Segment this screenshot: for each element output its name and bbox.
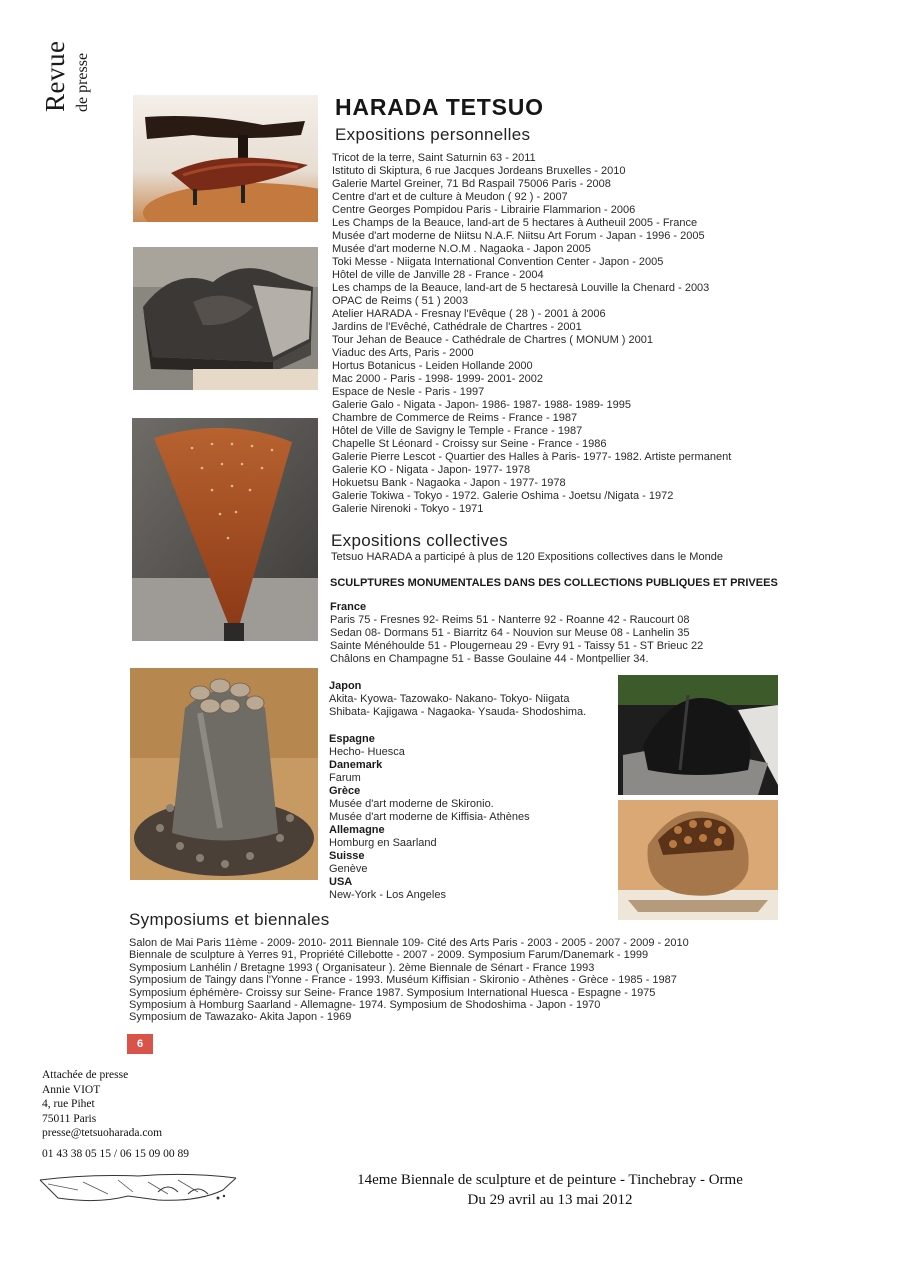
france-line: Sainte Ménéhoulde 51 - Plougerneau 29 - Evry 91 - Taissy 51 - ST Brieuc 22 [330, 640, 704, 652]
symposiums-list [129, 937, 689, 1024]
expo-perso-item: Galerie KO - Nigata - Japon- 1977- 1978 [332, 464, 531, 476]
grece-label: Grèce [329, 785, 361, 797]
expo-perso-item: Centre d'art et de culture à Meudon ( 92 ) - 2007 [332, 191, 568, 203]
expo-coll-heading: Expositions collectives [331, 531, 508, 550]
expo-perso-item: Galerie Pierre Lescot - Quartier des Halles à Paris- 1977- 1982. Artiste permanent [332, 451, 732, 463]
espagne-label: Espagne [329, 733, 375, 745]
countries-block [329, 733, 530, 902]
suisse-label: Suisse [329, 850, 365, 862]
japon-label: Japon [329, 680, 362, 692]
expo-perso-item: Atelier HARADA - Fresnay l'Evêque ( 28 ) - 2001 à 2006 [332, 308, 606, 320]
france-line: Sedan 08- Dormans 51 - Biarritz 64 - Nouvion sur Meuse 08 - Lanhelin 35 [330, 627, 690, 639]
expo-perso-item: Galerie Nirenoki - Tokyo - 1971 [332, 503, 484, 515]
expo-perso-item: Tricot de la terre, Saint Saturnin 63 - 2011 [332, 152, 536, 164]
expo-perso-item: Centre Georges Pompidou Paris - Librairie Flammarion - 2006 [332, 204, 636, 216]
expo-perso-list [332, 152, 731, 516]
symposium-line: Salon de Mai Paris 11ème - 2009- 2010- 2011 Biennale 109- Cité des Arts Paris - 2003 - 2005 - 2007 - 2009 - 2010 [129, 937, 689, 949]
de-presse-text: de presse [74, 52, 91, 112]
page-number: 6 [127, 1034, 153, 1054]
expo-perso-item: Chambre de Commerce de Reims - France - 1987 [332, 412, 578, 424]
france-label: France [330, 601, 367, 613]
danemark-line: Farum [329, 772, 361, 784]
espagne-line: Hecho- Huesca [329, 746, 405, 758]
grece-line: Musée d'art moderne de Skironio. [329, 798, 494, 810]
expo-perso-item: Musée d'art moderne de Niitsu N.A.F. Niitsu Art Forum - Japan - 1996 - 2005 [332, 230, 705, 242]
contact-line: Annie VIOT [42, 1083, 101, 1096]
expo-perso-item: Chapelle St Léonard - Croissy sur Seine - France - 1986 [332, 438, 607, 450]
photo-wood-cushion-sculpture [618, 800, 778, 920]
expo-perso-item: Tour Jehan de Beauce - Cathédrale de Chartres ( MONUM ) 2001 [332, 334, 653, 346]
expo-perso-heading: Expositions personnelles [335, 125, 531, 144]
expo-perso-item: Galerie Martel Greiner, 71 Bd Raspail 75006 Paris - 2008 [332, 178, 611, 190]
france-line: Châlons en Champagne 51 - Basse Goulaine 44 - Montpellier 34. [330, 653, 649, 665]
contact-line: 4, rue Pihet [42, 1098, 95, 1110]
photo-wood-sculpture [133, 95, 318, 222]
event-footer [300, 1170, 800, 1210]
monumental-heading: SCULPTURES MONUMENTALES DANS DES COLLECTIONS PUBLIQUES ET PRIVEES [330, 577, 778, 589]
symposium-line: Symposium à Homburg Saarland - Allemagne- 1974. Symposium de Shodoshima - Japon - 1970 [129, 999, 601, 1012]
symposium-line: Symposium éphémère- Croissy sur Seine- France 1987. Symposium International Huesca - Espagne - 1975 [129, 986, 656, 999]
landscape-sketch-logo [38, 1168, 238, 1213]
grece-line: Musée d'art moderne de Kiffisia- Athènes [329, 811, 530, 823]
expo-perso-item: OPAC de Reims ( 51 ) 2003 [332, 295, 469, 307]
contact-email[interactable]: presse@tetsuoharada.com [42, 1127, 163, 1139]
japon-line: Akita- Kyowa- Tazowako- Nakano- Tokyo- Niigata [329, 693, 570, 705]
expo-perso-item: Istituto di Skiptura, 6 rue Jacques Jordeans Bruxelles - 2010 [332, 165, 626, 177]
usa-line: New-York - Los Angeles [329, 889, 446, 901]
danemark-label: Danemark [329, 759, 383, 771]
usa-label: USA [329, 876, 353, 888]
photo-pebble-sculpture [130, 668, 318, 880]
symposium-line: Symposium Lanhélin / Bretagne 1993 ( Organisateur ). 2ème Biennale de Sénart - France 1993 [129, 961, 595, 974]
contact-line: Attachée de presse [42, 1069, 129, 1081]
footer-event-dates: Du 29 avril au 13 mai 2012 [467, 1192, 633, 1208]
suisse-line: Genève [329, 863, 368, 875]
photo-fan-sculpture [132, 418, 318, 641]
expo-perso-item: Hôtel de Ville de Savigny le Temple - France - 1987 [332, 425, 583, 437]
photo-black-stone-sculpture [618, 675, 778, 795]
symposium-line: Symposium de Tawazako- Akita Japon - 1969 [129, 1011, 352, 1024]
expo-perso-item: Hortus Botanicus - Leiden Hollande 2000 [332, 360, 533, 372]
contact-line: 75011 Paris [42, 1112, 97, 1125]
expo-perso-item: Galerie Tokiwa - Tokyo - 1972. Galerie Oshima - Joetsu /Nigata - 1972 [332, 490, 674, 502]
contact-phone: 01 43 38 05 15 / 06 15 09 00 89 [42, 1148, 189, 1160]
expo-perso-item: Espace de Nesle - Paris - 1997 [332, 386, 485, 398]
expo-perso-item: Galerie Galo - Nigata - Japon- 1986- 1987- 1988- 1989- 1995 [332, 399, 632, 411]
expo-perso-item: Hokuetsu Bank - Nagaoka - Japon - 1977- 1978 [332, 477, 566, 489]
france-block [330, 601, 703, 666]
expo-perso-item: Hôtel de ville de Janville 28 - France - 2004 [332, 269, 544, 281]
photo-dark-stone-sculpture [133, 247, 318, 390]
allemagne-label: Allemagne [329, 824, 385, 836]
japon-block [329, 680, 586, 719]
revue-text: Revue [40, 40, 70, 112]
revue-de-presse-label [40, 40, 100, 160]
expo-perso-item: Toki Messe - Niigata International Convention Center - Japon - 2005 [332, 256, 664, 268]
symposium-line: Symposium de Taingy dans l'Yonne - France - 1993. Muséum Kiffisian - Skironio - Athènes - Grèce - 1985 - 1987 [129, 974, 677, 987]
symposium-line: Biennale de sculpture à Yerres 91, Propriété Cillebotte - 2007 - 2009. Symposium Farum/Danemark - 1999 [129, 949, 649, 962]
france-line: Paris 75 - Fresnes 92- Reims 51 - Nanterre 92 - Roanne 42 - Raucourt 08 [330, 614, 690, 626]
symposiums-heading: Symposiums et biennales [129, 910, 330, 929]
expo-perso-item: Les champs de la Beauce, land-art de 5 hectaresà Louville la Chenard - 2003 [332, 282, 710, 294]
expo-perso-item: Musée d'art moderne N.O.M . Nagaoka - Japon 2005 [332, 243, 591, 255]
artist-title: HARADA TETSUO [335, 94, 544, 120]
japon-line: Shibata- Kajigawa - Nagaoka- Ysauda- Shodoshima. [329, 706, 587, 718]
footer-event-title: 14eme Biennale de sculpture et de peinture - Tinchebray - Orme [357, 1172, 743, 1188]
press-contact [42, 1068, 162, 1141]
expo-perso-item: Jardins de l'Evêché, Cathédrale de Chartres - 2001 [332, 321, 582, 333]
expo-perso-item: Les Champs de la Beauce, land-art de 5 hectares à Autheuil 2005 - France [332, 217, 698, 229]
expo-perso-item: Viaduc des Arts, Paris - 2000 [332, 347, 474, 359]
expo-coll-text: Tetsuo HARADA a participé à plus de 120 Expositions collectives dans le Monde [331, 551, 723, 563]
expo-perso-item: Mac 2000 - Paris - 1998- 1999- 2001- 2002 [332, 373, 543, 385]
allemagne-line: Homburg en Saarland [329, 837, 437, 849]
